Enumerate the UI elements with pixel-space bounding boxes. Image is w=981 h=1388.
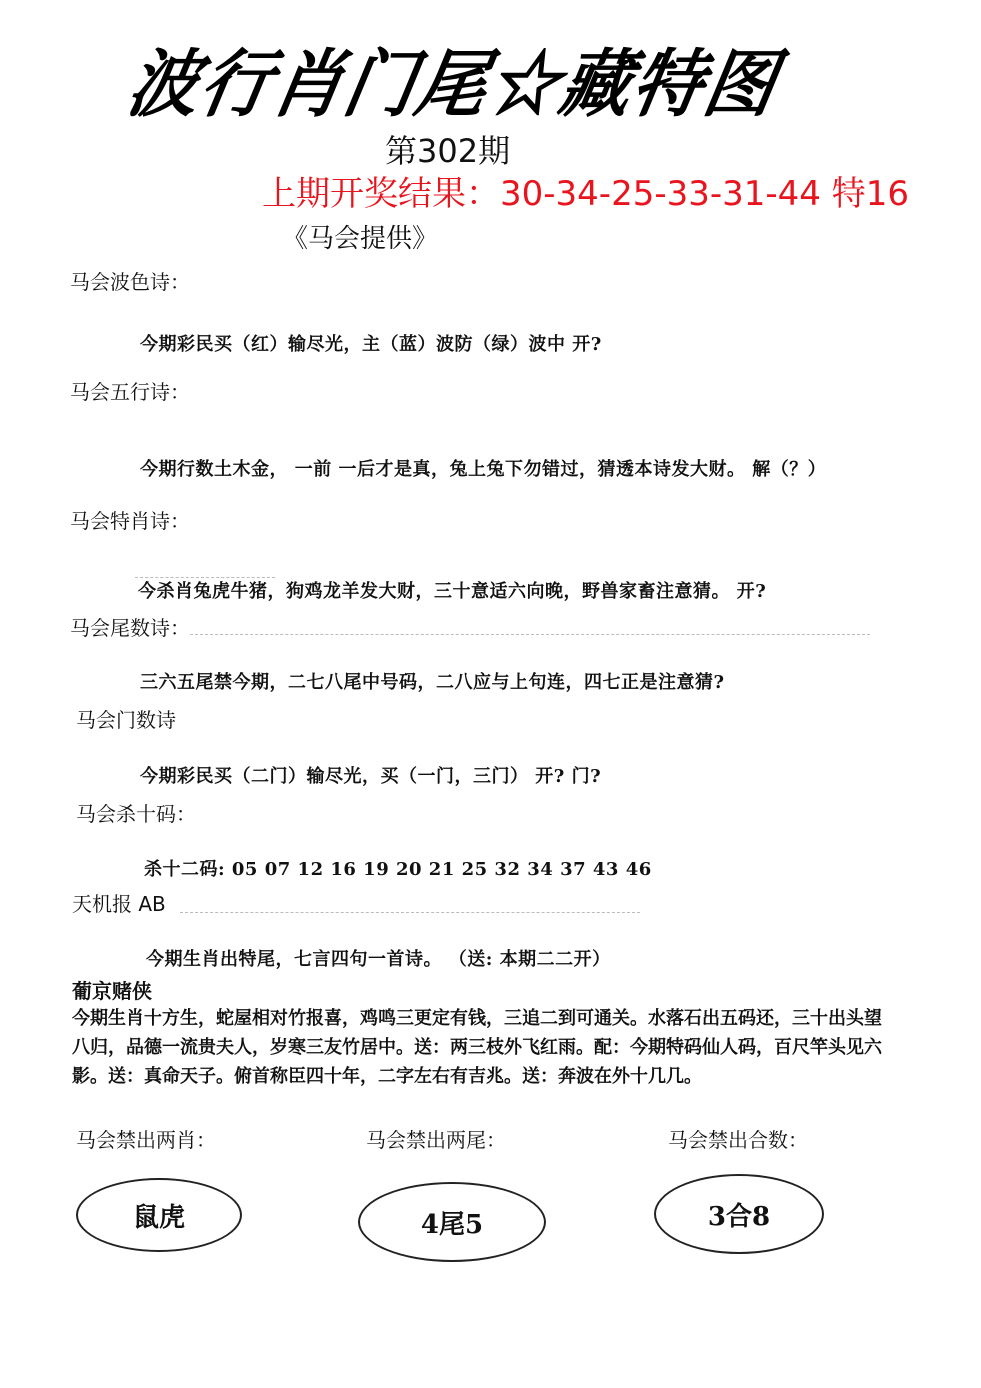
kill-numbers: 杀十二码: 05 07 12 16 19 20 21 25 32 34 37 43 46: [144, 859, 652, 880]
section-label-door-number: 马会门数诗: [76, 708, 176, 732]
section-label-wave-color: 马会波色诗：: [70, 270, 190, 294]
poem-five-elements: 今期行数土木金， 一前 一后才是真，兔上兔下勿错过，猜透本诗发大财。 解（？）: [140, 459, 827, 480]
poem-door-number: 今期彩民买（二门）输尽光，买（一门，三门） 开? 门?: [140, 766, 602, 787]
last-draw-result: 上期开奖结果：30-34-25-33-31-44 特16: [262, 174, 909, 214]
ban-zodiac-text: 鼠虎: [132, 1202, 185, 1233]
ban-sum-text: 3合8: [707, 1201, 771, 1232]
section-label-five-elements: 马会五行诗：: [70, 380, 190, 404]
issue-number: 第302期: [385, 132, 511, 170]
section-label-tail-number: 马会尾数诗：: [70, 616, 190, 640]
ban-value-sum: [654, 1174, 824, 1254]
ban-value-zodiac: [76, 1178, 242, 1252]
poem-wave-color: 今期彩民买（红）输尽光，主（蓝）波防（绿）波中 开?: [140, 334, 602, 355]
ban-label-tail: 马会禁出两尾：: [366, 1128, 506, 1152]
section-label-kill-ten: 马会杀十码：: [76, 802, 196, 826]
section-label-tianji: 天机报 AB: [72, 892, 166, 916]
poem-tianji: 今期生肖出特尾，七言四句一首诗。 （送: 本期二二开）: [146, 949, 611, 970]
ban-value-tail: [358, 1182, 546, 1262]
section-label-gambler: 葡京赌侠: [72, 979, 152, 1003]
poem-special-zodiac: 今杀肖兔虎牛猪，狗鸡龙羊发大财，三十意适六向晚，野兽家畜注意猜。 开?: [138, 581, 767, 602]
provider-note: 《马会提供》: [282, 224, 439, 254]
section-label-special-zodiac: 马会特肖诗：: [70, 509, 190, 533]
ban-tail-text: 4尾5: [420, 1209, 484, 1240]
gambler-paragraph: 今期生肖十方生，蛇屋相对竹报喜，鸡鸣三更定有钱，三追二到可通关。水落石出五码还，三十出头望八归，品德一流贵夫人，岁寒三友竹居中。送：两三枝外飞红雨。配：今期特码仙人码，百尺竿头见六影。送：真命天子。俯首称臣四十年，二字左右有吉兆。送：奔波在外十几几。: [72, 1008, 882, 1087]
ban-label-sum: 马会禁出合数：: [668, 1128, 808, 1152]
poem-tail-number: 三六五尾禁今期，二七八尾中号码，二八应与上句连，四七正是注意猜?: [140, 672, 725, 693]
page-title: 波行肖门尾☆藏特图: [121, 40, 785, 128]
ban-label-zodiac: 马会禁出两肖：: [76, 1128, 216, 1152]
